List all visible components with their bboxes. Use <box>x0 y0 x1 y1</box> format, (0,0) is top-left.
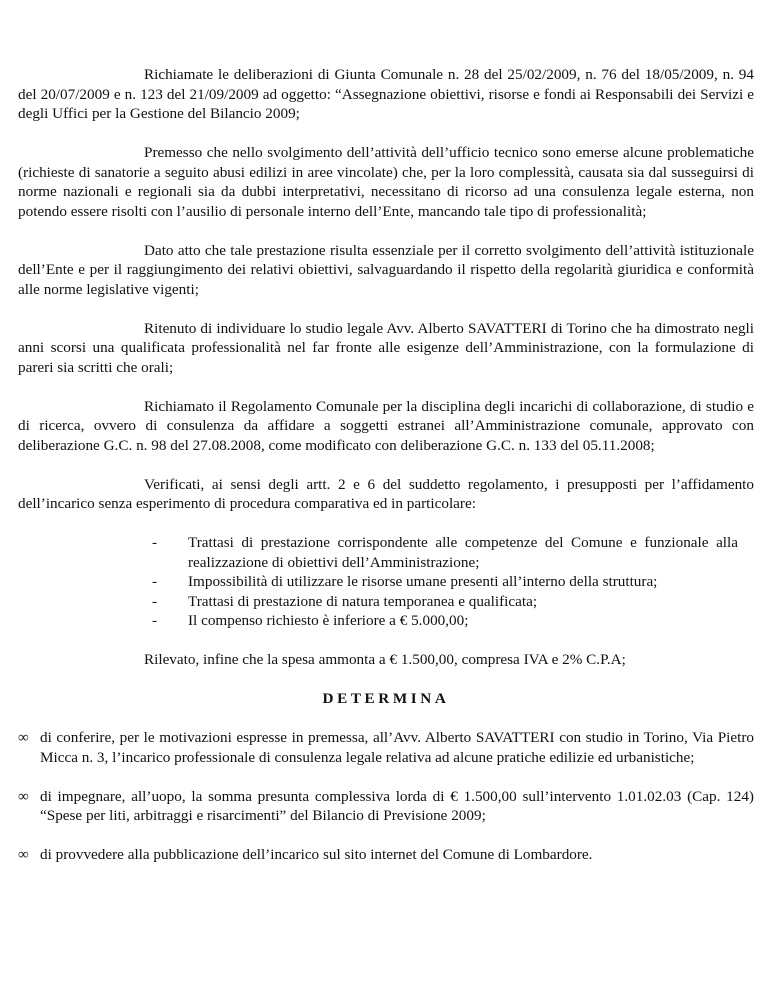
decisions-list <box>18 728 754 865</box>
dash-marker: - <box>152 534 158 551</box>
paragraph-richiamate: Richiamate le deliberazioni di Giunta Comunale n. 28 del 25/02/2009, n. 76 del 18/05/2009, n. 94 del 20/07/2009 e n. 123 del 21/09/2009 ad oggetto: “Assegnazione obiettivi, risorse e fondi ai Responsabili dei Servizi e degli Uffici per la Gestione del Bilancio 2009; <box>18 66 754 122</box>
condition-text: Impossibilità di utilizzare le risorse umane presenti all’interno della struttura; <box>188 573 658 590</box>
list-item <box>152 533 754 572</box>
decision-text: di impegnare, all’uopo, la somma presunta complessiva lorda di € 1.500,00 sull’intervento 1.01.02.03 (Cap. 124) “Spese per liti, arbitraggi e risarcimenti” del Bilancio di Previsione 2009; <box>40 787 754 824</box>
list-item <box>18 728 754 767</box>
paragraph-premesso: Premesso che nello svolgimento dell’attività dell’ufficio tecnico sono emerse alcune problematiche (richieste di sanatorie a seguito abusi edilizi in aree vincolate) che, per la loro complessità, causata sia dal susseguirsi di norme nazionali e regionali sia da dubbi interpretativi, necessitano di ricorso ad una consulenza legale esterna, non potendo essere risolti con l’ausilio di personale interno dell’Ente, mancando tale tipo di professionalità; <box>18 144 754 220</box>
condition-text: Trattasi di prestazione corrispondente alle competenze del Comune e funzionale alla realizzazione di obiettivi dell’Amministrazione; <box>188 534 738 571</box>
list-item <box>152 592 754 612</box>
paragraph-dato-atto: Dato atto che tale prestazione risulta essenziale per il corretto svolgimento dell’attività istituzionale dell’Ente e per il raggiungimento dei relativi obiettivi, salvaguardando il rispetto della regolarità giuridica e conformità alle norme legislative vigenti; <box>18 241 754 298</box>
conditions-list <box>18 533 754 631</box>
paragraph-verificati: Verificati, ai sensi degli artt. 2 e 6 del suddetto regolamento, i presupposti per l’affidamento dell’incarico senza esperimento di procedura comparativa ed in particolare: <box>18 475 754 512</box>
dash-marker: - <box>152 592 158 610</box>
paragraph-cost-note: Rilevato, infine che la spesa ammonta a € 1.500,00, compresa IVA e 2% C.P.A; <box>144 651 626 668</box>
decision-text: di provvedere alla pubblicazione dell’incarico sul sito internet del Comune di Lombardore. <box>40 846 593 863</box>
list-item <box>152 572 754 592</box>
document-page <box>18 65 754 884</box>
condition-text: Trattasi di prestazione di natura temporanea e qualificata; <box>188 592 538 610</box>
list-item <box>152 611 754 631</box>
paragraph-ritenuto: Ritenuto di individuare lo studio legale Avv. Alberto SAVATTERI di Torino che ha dimostrato negli anni scorsi una qualificata professionalità nel far fronte alle esigenze dell’Amministrazione, con la formulazione di pareri sia scritti che orali; <box>18 319 754 376</box>
list-item <box>18 787 754 826</box>
infinity-bullet-icon: ∞ <box>18 846 29 863</box>
section-heading: DETERMINA <box>322 690 450 707</box>
dash-marker: - <box>152 573 158 590</box>
infinity-bullet-icon: ∞ <box>18 787 29 805</box>
condition-text: Il compenso richiesto è inferiore a € 5.000,00; <box>188 612 469 629</box>
infinity-bullet-icon: ∞ <box>18 729 29 746</box>
paragraph-regolamento: Richiamato il Regolamento Comunale per la disciplina degli incarichi di collaborazione, di studio e di ricerca, ovvero di consulenza da affidare a soggetti estranei all’Amministrazione comunale, approvato con deliberazione G.C. n. 98 del 27.08.2008, come modificato con deliberazione G.C. n. 133 del 05.11.2008; <box>18 397 754 454</box>
list-item <box>18 845 754 865</box>
dash-marker: - <box>152 612 158 629</box>
decision-text: di conferire, per le motivazioni espresse in premessa, all’Avv. Alberto SAVATTERI con studio in Torino, Via Pietro Micca n. 3, l’incarico professionale di consulenza legale relativa ad alcune pratiche edilizie ed urbanistiche; <box>40 729 754 766</box>
